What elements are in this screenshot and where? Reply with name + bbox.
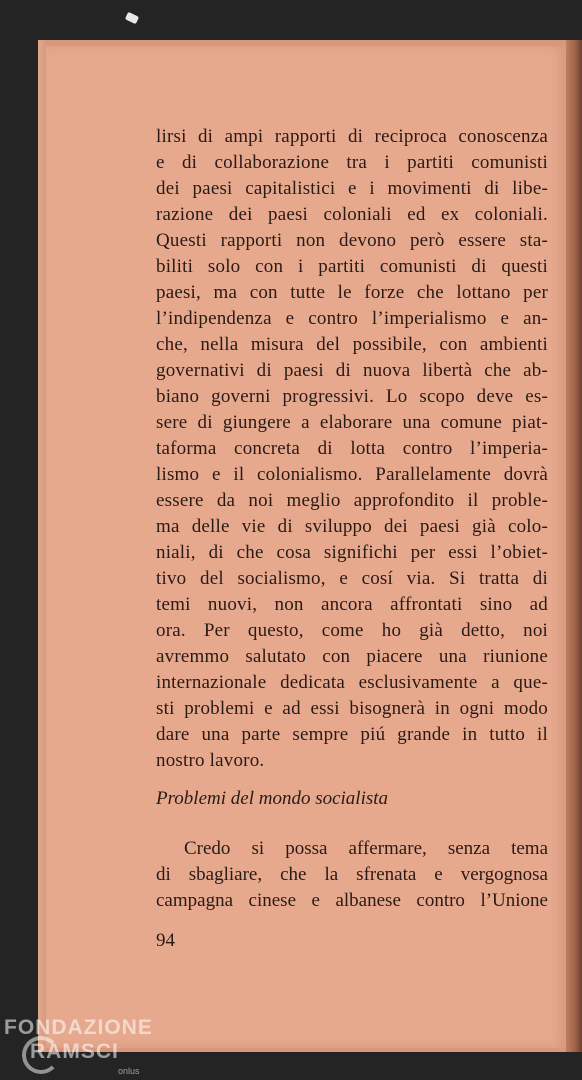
body-line: e di collaborazione tra i partiti comunisti <box>156 152 548 173</box>
body-line: Questi rapporti non devono però essere sta- <box>156 230 548 251</box>
body-line: l’indipendenza e contro l’imperialismo e an- <box>156 308 548 329</box>
body-line: tivo del socialismo, e cosí via. Si tratta di <box>156 568 548 589</box>
watermark-logo <box>0 1012 160 1080</box>
body-line: governativi di paesi di nuova libertà che ab- <box>156 360 548 381</box>
watermark-line: RAMSCI <box>30 1040 119 1063</box>
body-line: niali, di che cosa significhi per essi l’obiet- <box>156 542 548 563</box>
body-line: avremmo salutato con piacere una riunione <box>156 646 548 667</box>
body-line: lismo e il colonialismo. Parallelamente dovrà <box>156 464 548 485</box>
body-line: essere da noi meglio approfondito il proble- <box>156 490 548 511</box>
page-number: 94 <box>156 930 175 951</box>
body-line: paesi, ma con tutte le forze che lottano per <box>156 282 548 303</box>
body-line: temi nuovi, non ancora affrontati sino ad <box>156 594 548 615</box>
body-line: ma delle vie di sviluppo dei paesi già colo- <box>156 516 548 537</box>
body-line: biano governi progressivi. Lo scopo deve es- <box>156 386 548 407</box>
body-line: che, nella misura del possibile, con ambienti <box>156 334 548 355</box>
scan-mark <box>125 12 139 24</box>
paragraph-text <box>156 836 548 914</box>
body-line: dare una parte sempre piú grande in tutto il <box>156 724 548 745</box>
body-line: di sbagliare, che la sfrenata e vergognosa <box>156 864 548 885</box>
body-line: sere di giungere a elaborare una comune piat- <box>156 412 548 433</box>
body-line: ora. Per questo, come ho già detto, noi <box>156 620 548 641</box>
body-line: lirsi di ampi rapporti di reciproca conoscenza <box>156 126 548 147</box>
body-line: Credo si possa affermare, senza tema <box>184 838 548 859</box>
body-line: sti problemi e ad essi bisognerà in ogni modo <box>156 698 548 719</box>
body-line: internazionale dedicata esclusivamente a que- <box>156 672 548 693</box>
page-edge-left <box>38 40 46 1052</box>
body-line: campagna cinese e albanese contro l’Unione <box>156 890 548 911</box>
watermark-line: onlus <box>118 1066 140 1076</box>
page-edge-right <box>566 40 582 1052</box>
body-text <box>156 124 548 774</box>
body-line: nostro lavoro. <box>156 750 265 771</box>
body-line: dei paesi capitalistici e i movimenti di libe- <box>156 178 548 199</box>
watermark-line: FONDAZIONE <box>4 1016 153 1039</box>
body-line: biliti solo con i partiti comunisti di questi <box>156 256 548 277</box>
body-line: razione dei paesi coloniali ed ex coloniali. <box>156 204 548 225</box>
section-heading: Problemi del mondo socialista <box>156 788 389 809</box>
body-line: taforma concreta di lotta contro l’imperia- <box>156 438 548 459</box>
